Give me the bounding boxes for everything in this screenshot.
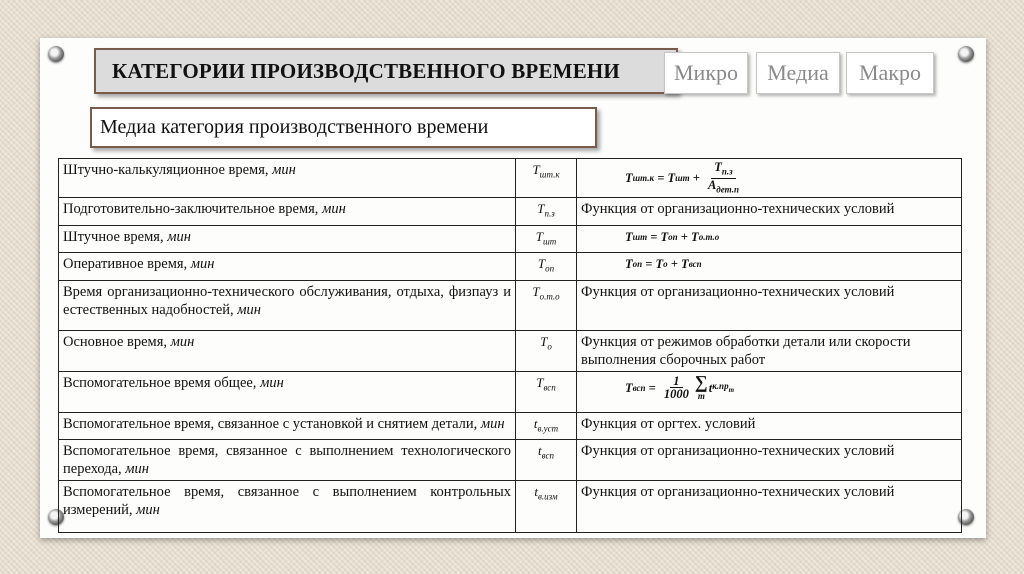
pin-icon — [958, 46, 974, 62]
table-row — [59, 253, 962, 281]
row-value-cell — [577, 280, 962, 330]
formula-term: t — [708, 380, 713, 395]
row-symbol — [535, 228, 557, 247]
formula-term: 1 — [670, 375, 682, 388]
row-value: Функция от организационно-технических условий — [581, 201, 895, 217]
symbol-subscript: всп — [543, 382, 556, 393]
row-symbol — [533, 415, 559, 434]
symbol-letter: t — [538, 443, 542, 459]
row-value-cell — [577, 159, 962, 198]
row-unit: мин — [170, 333, 195, 350]
row-value-cell — [577, 225, 962, 253]
row-symbol — [534, 484, 558, 502]
table-row — [59, 440, 962, 481]
symbol-letter: t — [534, 484, 538, 500]
formula-sub: о — [663, 259, 668, 270]
sum-icon — [694, 371, 708, 402]
formula-term: T — [681, 257, 689, 272]
table-row — [59, 225, 962, 253]
row-value: Функция от оргтех. условий — [581, 415, 756, 432]
symbol-letter: t — [533, 415, 538, 431]
symbol-letter: T — [532, 283, 540, 299]
row-unit: мин — [260, 374, 284, 391]
row-symbol — [538, 443, 554, 461]
formula-op: = — [657, 171, 665, 185]
symbol-subscript: п.з — [544, 208, 555, 219]
row-unit: мин — [190, 256, 215, 273]
formula-sub: всп — [688, 259, 702, 270]
formula-op: + — [680, 229, 688, 244]
row-value-cell — [577, 481, 962, 533]
row-name: Штучно-калькуляционное время, — [63, 162, 269, 178]
formula-operative-time — [581, 255, 957, 273]
symbol-letter: T — [537, 256, 546, 272]
formula-op: + — [692, 171, 700, 185]
row-name: Основное время, — [63, 333, 168, 350]
symbol-subscript: о.т.о — [539, 291, 560, 302]
row-name: Вспомогательное время общее, — [63, 374, 257, 391]
row-unit: мин — [272, 162, 296, 178]
formula-term: T — [714, 160, 722, 174]
row-name-cell — [59, 440, 516, 481]
row-symbol — [532, 283, 560, 302]
table-row — [59, 198, 962, 226]
slide-board — [40, 38, 986, 538]
row-name-cell — [59, 159, 516, 198]
row-symbol-cell — [516, 371, 577, 412]
symbol-subscript: шт — [542, 236, 557, 247]
formula-sub: к.пр — [712, 380, 729, 391]
row-symbol — [532, 162, 560, 180]
symbol-subscript: оп — [545, 263, 555, 274]
formula-sub: всп — [632, 382, 646, 393]
row-name: Оперативное время, — [63, 256, 188, 273]
symbol-subscript: шт.к — [539, 169, 560, 180]
formula-op: = — [650, 229, 658, 244]
row-symbol-cell — [516, 159, 577, 198]
row-name-cell — [59, 253, 516, 281]
tab-micro[interactable] — [664, 52, 748, 94]
row-unit: мин — [237, 301, 261, 318]
formula-term: T — [660, 229, 669, 244]
row-symbol-cell — [516, 225, 577, 253]
row-name-cell — [59, 412, 516, 440]
formula-piece-time — [581, 228, 957, 246]
row-unit: мин — [167, 228, 191, 245]
row-symbol — [537, 201, 555, 219]
row-value-cell — [577, 371, 962, 412]
row-name-cell — [59, 225, 516, 253]
tab-micro-label: Микро — [673, 60, 739, 85]
formula-sub: дет.п — [716, 184, 740, 194]
row-name: Штучное время, — [63, 228, 164, 245]
symbol-letter: T — [536, 374, 544, 390]
row-symbol — [537, 256, 555, 274]
pin-icon — [48, 46, 64, 62]
formula-sub: шт.к — [632, 173, 655, 183]
formula-sub: о.т.о — [698, 231, 720, 242]
row-value: Функция от организационно-технических условий — [581, 283, 895, 300]
table-row — [59, 481, 962, 533]
formula-sub: п.з — [721, 166, 733, 177]
formula-term: 1000 — [663, 387, 689, 402]
row-symbol-cell — [516, 412, 577, 440]
row-value-cell — [577, 330, 962, 371]
row-unit: мин — [322, 201, 346, 217]
row-name-cell — [59, 330, 516, 371]
tab-media-label: Медиа — [767, 60, 829, 85]
row-value-cell — [577, 412, 962, 440]
row-name-cell — [59, 481, 516, 533]
table-row — [59, 412, 962, 440]
section-subtitle-text: Медиа категория производственного времени — [100, 116, 489, 138]
row-name: Вспомогательное время, связанное с выполнением контрольных измерений, — [63, 484, 511, 519]
tab-macro[interactable] — [846, 52, 934, 94]
formula-term: T — [691, 229, 699, 244]
symbol-letter: T — [540, 333, 548, 349]
formula-term: T — [625, 257, 633, 272]
row-symbol-cell — [516, 198, 577, 226]
sum-limit: m — [697, 390, 705, 401]
formula-sub: шт — [675, 173, 690, 183]
row-symbol-cell — [516, 481, 577, 533]
formula-sub: шт — [632, 231, 648, 242]
row-value-cell — [577, 253, 962, 281]
formula-term: T — [625, 171, 633, 185]
symbol-subscript: всп — [541, 450, 554, 461]
row-symbol — [536, 374, 556, 393]
row-name-cell — [59, 280, 516, 330]
row-unit: мин — [125, 461, 149, 478]
row-name: Вспомогательное время, связанное с установкой и снятием детали, — [63, 415, 478, 432]
tab-media[interactable] — [756, 52, 840, 94]
formula-sub: оп — [632, 259, 643, 270]
symbol-subscript: в.уст — [537, 423, 559, 434]
row-unit: мин — [136, 502, 160, 519]
row-unit: мин — [480, 415, 505, 432]
section-subtitle — [90, 107, 597, 148]
table-row — [59, 330, 962, 371]
sum-sign: ∑ — [694, 371, 708, 392]
formula-fraction — [661, 375, 692, 400]
row-symbol-cell — [516, 253, 577, 281]
page-title — [94, 48, 678, 94]
row-name: Время организационно-технического обслуживания, отдыха, физпауз и естественных надобностей, — [63, 283, 511, 318]
table-row — [59, 371, 962, 412]
formula-sub: m — [728, 385, 735, 394]
formula-auxiliary-time — [581, 371, 957, 402]
formula-op: = — [645, 257, 653, 272]
row-name: Вспомогательное время, связанное с выполнением технологического перехода, — [63, 443, 511, 478]
row-name: Подготовительно-заключительное время, — [63, 201, 319, 217]
time-categories-table — [58, 158, 962, 533]
formula-op: = — [648, 380, 656, 395]
table-row — [59, 159, 962, 198]
row-value-cell — [577, 440, 962, 481]
row-symbol — [540, 333, 552, 352]
row-value: Функция от режимов обработки детали или скорости выполнения сборочных работ — [581, 333, 911, 368]
symbol-subscript: в.изм — [537, 491, 558, 502]
table-row — [59, 280, 962, 330]
row-symbol-cell — [516, 440, 577, 481]
row-value-cell — [577, 198, 962, 226]
formula-sub: оп — [668, 231, 678, 242]
formula-piece-rate — [581, 161, 957, 195]
formula-term: T — [625, 229, 633, 244]
formula-fraction — [705, 161, 742, 195]
formula-term: T — [655, 257, 664, 272]
symbol-letter: T — [535, 228, 543, 244]
row-value: Функция от организационно-технических условий — [581, 443, 895, 460]
row-symbol-cell — [516, 330, 577, 371]
formula-term: T — [667, 171, 676, 185]
page-title-text: КАТЕГОРИИ ПРОИЗВОДСТВЕННОГО ВРЕМЕНИ — [112, 58, 620, 83]
symbol-letter: T — [537, 201, 545, 216]
formula-term: A — [707, 177, 717, 192]
row-symbol-cell — [516, 280, 577, 330]
symbol-letter: T — [532, 162, 540, 177]
symbol-subscript: о — [547, 341, 552, 352]
row-value: Функция от организационно-технических условий — [581, 484, 895, 501]
formula-term: T — [625, 380, 633, 395]
row-name-cell — [59, 198, 516, 226]
formula-op: + — [670, 257, 678, 272]
row-name-cell — [59, 371, 516, 412]
tab-macro-label: Макро — [858, 60, 921, 85]
